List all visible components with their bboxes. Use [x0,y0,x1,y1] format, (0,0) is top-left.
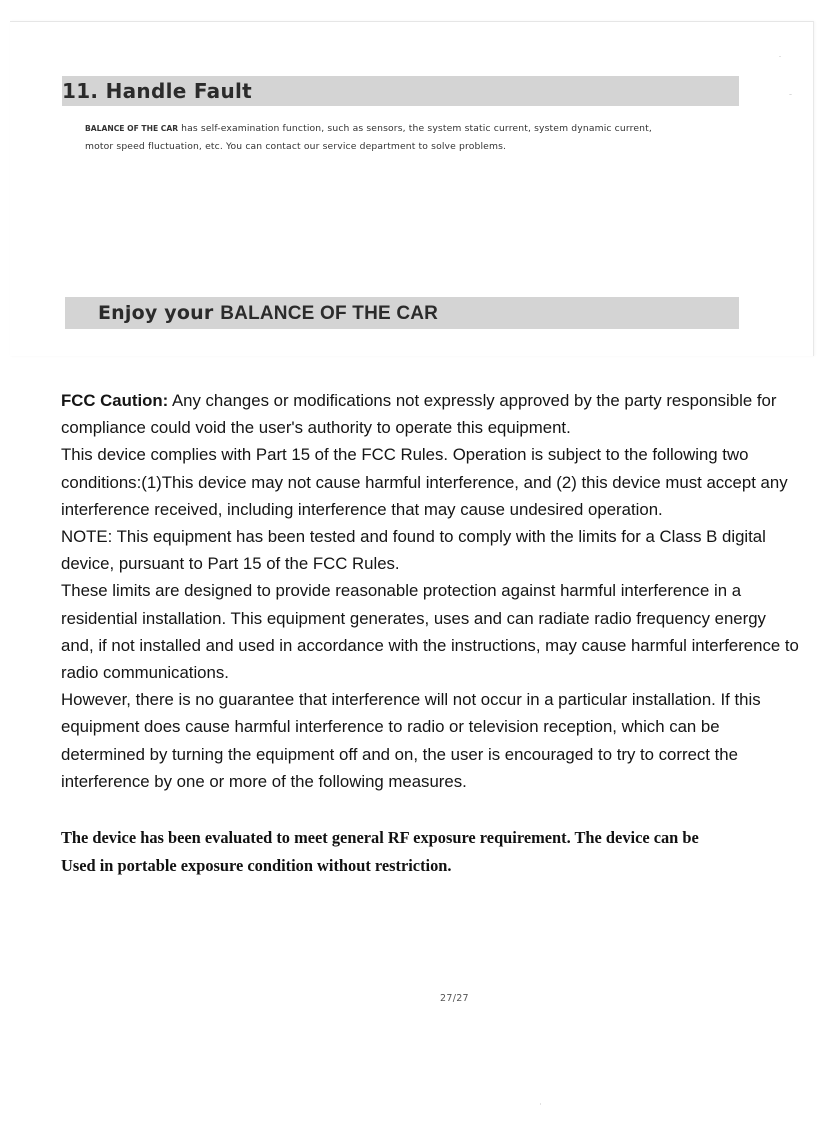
fcc-limits-paragraph: These limits are designed to provide reasonable protection against harmful interference in a residential installation. This equipment generates, uses and can radiate radio frequency energy and, if not installed and used in accordance with the instructions, may cause harmful interference to radio communications. [61,581,799,683]
fcc-caution-text: Any changes or modifications not expressly approved by the party responsible for compliance could void the user's authority to operate this equipment. [61,391,777,438]
rf-exposure-line-2: Used in portable exposure condition without restriction. [61,856,452,875]
fcc-caution-label: FCC Caution: [61,391,169,410]
enjoy-prefix: Enjoy your [98,302,221,324]
fcc-caution-paragraph [61,387,801,441]
scan-speck [540,1103,541,1105]
handle-fault-description [85,120,745,156]
fcc-statement [61,387,801,795]
rf-exposure-statement [61,824,801,880]
scan-speck [789,94,792,95]
handle-fault-line-2: motor speed fluctuation, etc. You can contact our service department to solve problems. [85,141,507,152]
rf-exposure-line-1: The device has been evaluated to meet general RF exposure requirement. The device can be [61,828,699,847]
fcc-part15-paragraph: This device complies with Part 15 of the FCC Rules. Operation is subject to the following two conditions:(1)This device may not cause harmful interference, and (2) this device must accept any interference received, including interference that may cause undesired operation. [61,445,788,519]
page-number: 27/27 [440,993,469,1004]
fcc-guarantee-paragraph: However, there is no guarantee that interference will not occur in a particular installation. If this equipment does cause harmful interference to radio or television reception, which can be determined by turning the equipment off and on, the user is encouraged to try to correct the interference by one or more of the following measures. [61,690,761,791]
brand-name: BALANCE OF THE CAR [85,124,179,133]
fcc-note-paragraph: NOTE: This equipment has been tested and found to comply with the limits for a Class B digital device, pursuant to Part 15 of the FCC Rules. [61,527,766,574]
enjoy-heading [98,302,438,325]
handle-fault-heading: 11. Handle Fault [62,79,253,103]
scan-speck [779,56,781,57]
enjoy-brand-name: BALANCE OF THE CAR [220,303,439,324]
handle-fault-line-1: has self-examination function, such as sensors, the system static current, system dynamic current, [178,123,652,134]
